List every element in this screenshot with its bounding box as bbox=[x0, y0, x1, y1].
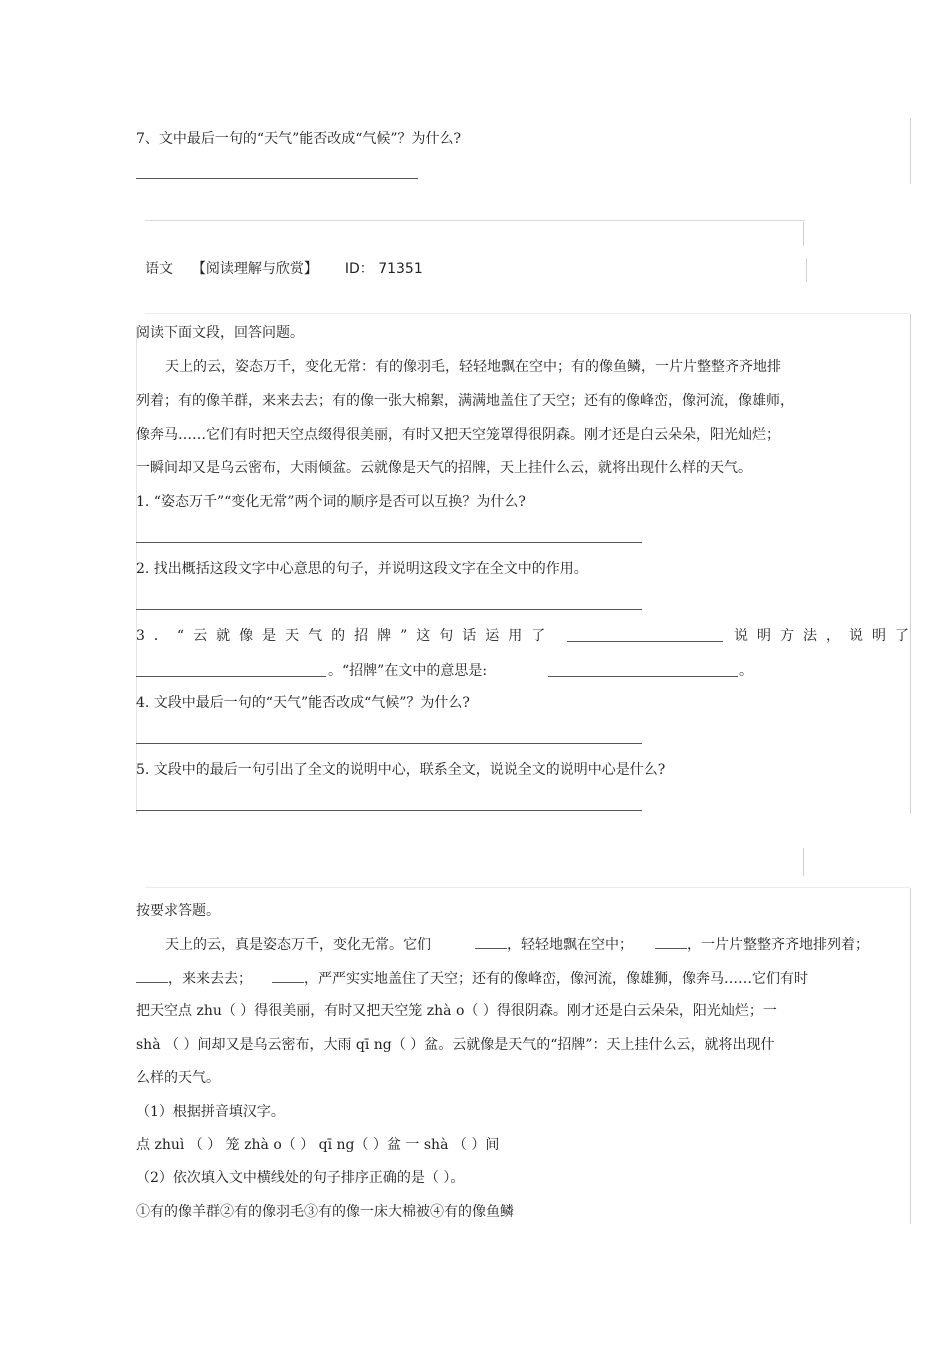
answer-line[interactable] bbox=[136, 178, 418, 179]
passage-text: ，一片片整整齐齐地排列着； bbox=[687, 937, 869, 953]
frame-line bbox=[910, 314, 911, 814]
sub-question-1: （1）根据拼音填汉字。 bbox=[136, 1104, 285, 1120]
frame-line bbox=[803, 222, 804, 246]
passage-line bbox=[165, 934, 869, 955]
question-3-part-3: 。“招牌”在文中的意思是: bbox=[328, 663, 488, 679]
passage-text: ，来来去去； bbox=[168, 971, 252, 987]
question-7: 7、文中最后一句的“天气”能否改成“气候”？为什么? bbox=[136, 131, 462, 147]
sentence-options: ①有的像羊群②有的像羽毛③有的像一床大棉被④有的像鱼鳞 bbox=[136, 1204, 514, 1220]
frame-line bbox=[803, 848, 804, 876]
passage-line: 列着；有的像羊群，来来去去；有的像一张大棉絮，满满地盖住了天空；还有的像峰峦，像河流，像雄师， bbox=[136, 393, 794, 409]
divider bbox=[145, 220, 805, 221]
question-3-part-1: 3．“云就像是天气的招牌”这句话运用了 bbox=[136, 628, 555, 644]
passage-line: 像奔马……它们有时把天空点缀得很美丽，有时又把天空笼罩得很阴森。刚才还是白云朵朵，阳光灿烂； bbox=[136, 427, 780, 443]
passage-text: ，轻轻地飘在空中； bbox=[507, 937, 633, 953]
question-1: 1. “姿态万千”“变化无常”两个词的顺序是否可以互换？为什么? bbox=[136, 494, 526, 510]
passage-line: shà （ ）间却又是乌云密布，大雨 qī ng（ ）盆。云就像是天气的“招牌”：天上挂什么云，就将出现什 bbox=[136, 1037, 775, 1053]
question-3-part-2: 说明方法，说明了 bbox=[734, 628, 918, 644]
frame-line bbox=[910, 118, 911, 184]
frame-line bbox=[806, 258, 807, 282]
passage-line bbox=[136, 968, 808, 989]
passage-line: 把天空点 zhu（ ）得很美丽，有时又把天空笼 zhà o（ ）得很阴森。刚才还是白云朵朵，阳光灿烂；一 bbox=[136, 1003, 777, 1019]
answer-line[interactable] bbox=[136, 609, 642, 610]
subject-label: 语文 bbox=[145, 261, 173, 277]
question-4: 4. 文段中最后一句的“天气”能否改成“气候”？为什么? bbox=[136, 695, 470, 711]
divider bbox=[145, 313, 910, 314]
question-3-part-4: 。 bbox=[739, 663, 753, 679]
blank-line[interactable] bbox=[475, 934, 507, 949]
passage-line: 么样的天气。 bbox=[136, 1070, 220, 1086]
passage-text: 天上的云，真是姿态万千，变化无常。它们 bbox=[165, 937, 431, 953]
answer-line[interactable] bbox=[136, 542, 642, 543]
question-5: 5. 文段中的最后一句引出了全文的说明中心，联系全文，说说全文的说明中心是什么? bbox=[136, 762, 666, 778]
blank-line[interactable] bbox=[655, 934, 687, 949]
id-value: 71351 bbox=[378, 261, 423, 277]
id-label: ID： bbox=[344, 261, 374, 277]
frame-line bbox=[910, 888, 911, 1224]
passage-line: 天上的云，姿态万千，变化无常：有的像羽毛，轻轻地飘在空中；有的像鱼鳞，一片片整整齐齐地排 bbox=[165, 359, 781, 375]
blank-line[interactable] bbox=[567, 641, 723, 642]
divider bbox=[145, 887, 910, 888]
blank-line[interactable] bbox=[136, 968, 168, 983]
sub-question-2: （2）依次填入文中横线处的句子排序正确的是（ ）。 bbox=[136, 1170, 465, 1186]
blank-line[interactable] bbox=[136, 676, 326, 677]
instruction: 按要求答题。 bbox=[136, 903, 220, 919]
category-label: 【阅读理解与欣赏】 bbox=[191, 261, 318, 277]
answer-line[interactable] bbox=[136, 810, 642, 811]
blank-line[interactable] bbox=[272, 968, 304, 983]
passage-line: 一瞬间却又是乌云密布，大雨倾盆。云就像是天气的招牌，天上挂什么云，就将出现什么样的天气。 bbox=[136, 460, 752, 476]
passage-text: ，严严实实地盖住了天空；还有的像峰峦，像河流，像雄狮，像奔马……它们有时 bbox=[304, 971, 808, 987]
blank-line[interactable] bbox=[548, 676, 738, 677]
instruction: 阅读下面文段，回答问题。 bbox=[136, 325, 304, 341]
document-header bbox=[145, 259, 423, 279]
pinyin-items: 点 zhuì （ ） 笼 zhà o（ ） qī ng（ ）盆 一 shà （ ）间 bbox=[136, 1137, 500, 1153]
question-2: 2. 找出概括这段文字中心意思的句子，并说明这段文字在全文中的作用。 bbox=[136, 561, 588, 577]
answer-line[interactable] bbox=[136, 743, 642, 744]
